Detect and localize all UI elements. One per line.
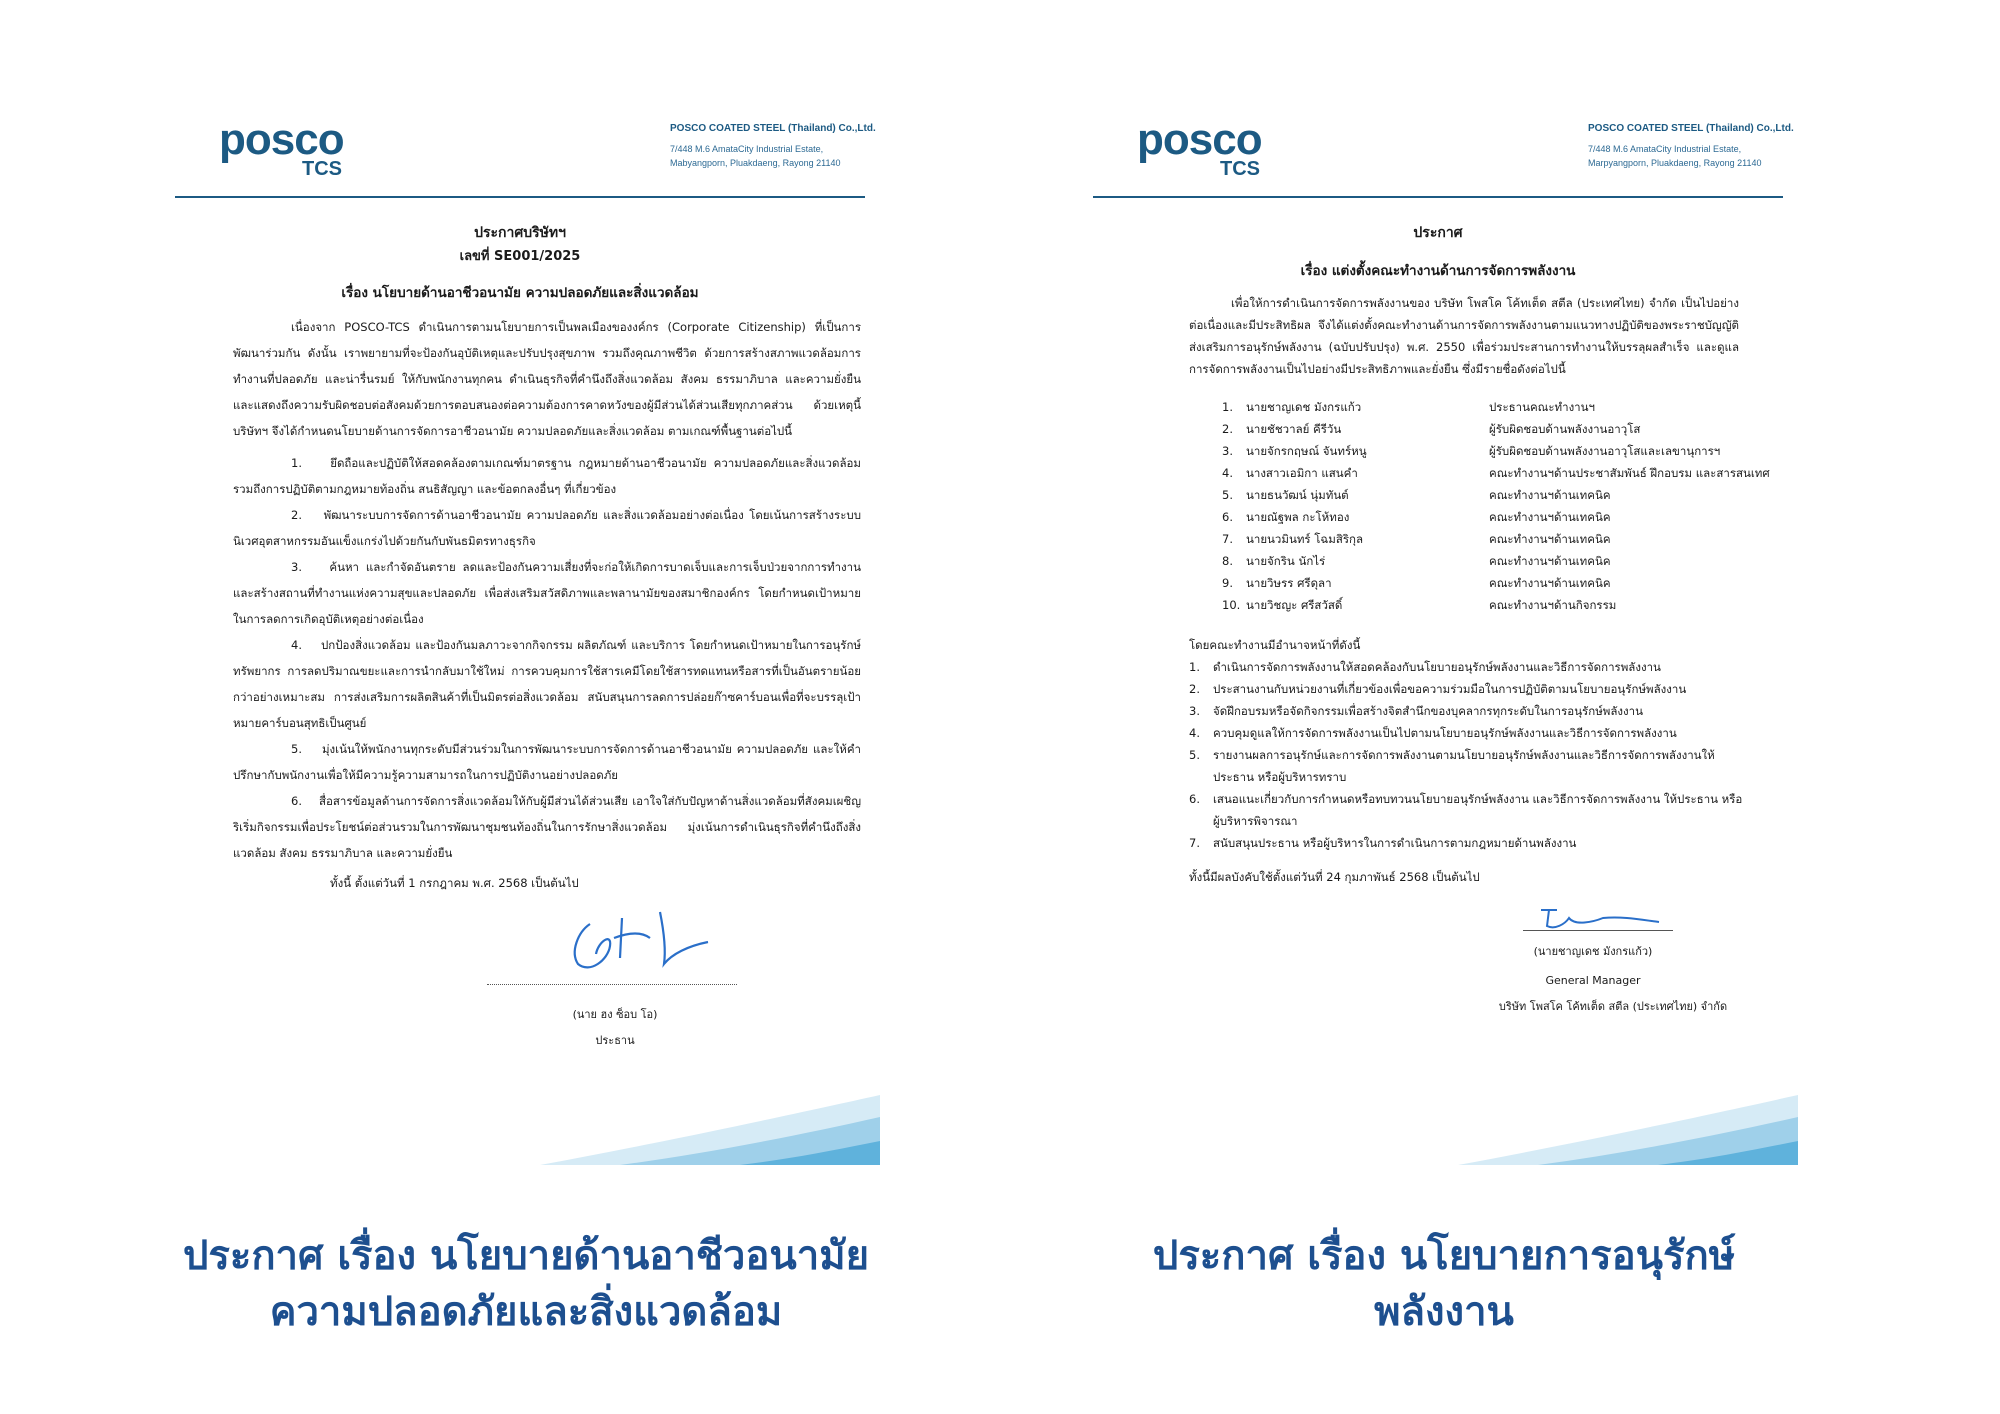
posco-tcs-logo — [1137, 115, 1262, 180]
caption-line: ประกาศ เรื่อง นโยบายด้านอาชีวอนามัย — [182, 1233, 870, 1279]
member-role: คณะทำงานฯด้านกิจกรรม — [1489, 598, 1617, 612]
member-role: คณะทำงานฯด้านประชาสัมพันธ์ ฝึกอบรม และสารสนเทศ — [1489, 466, 1770, 480]
member-list — [1222, 396, 1783, 616]
company-letterhead — [1588, 123, 1794, 170]
member-role: ผู้รับผิดชอบด้านพลังงานอาวุโสและเลขานุการฯ — [1489, 444, 1721, 458]
member-row — [1222, 506, 1783, 528]
signature-mark — [1533, 900, 1663, 940]
member-number: 10. — [1222, 598, 1241, 612]
duty-item — [1189, 656, 1749, 678]
member-number: 9. — [1222, 576, 1233, 590]
member-name: นายนวมินทร์ โฉมสิริกุล — [1246, 532, 1364, 546]
member-number: 8. — [1222, 554, 1233, 568]
member-number: 5. — [1222, 488, 1233, 502]
member-name: นายธนวัฒน์ นุ่มทันต์ — [1246, 488, 1349, 502]
policy-item — [175, 788, 865, 866]
effective-date: ทั้งนี้ ตั้งแต่วันที่ 1 กรกฎาคม พ.ศ. 2568 เป็นต้นไป — [330, 876, 579, 890]
member-name: นายจักรกฤษณ์ จันทร์หนู — [1246, 444, 1367, 458]
member-name: นายณัฐพล กะโห้ทอง — [1246, 510, 1350, 524]
document-body — [175, 220, 865, 1054]
member-number: 1. — [1222, 400, 1233, 414]
policy-item — [175, 502, 865, 554]
intro-text: เนื่องจาก POSCO-TCS ดำเนินการตามนโยบายการเป็นพลเมืองของงค์กร (Corporate Citizenship) ที่เป็นการพัฒนาร่วมกัน ดังนั้น เราพยายามที่จะป้องกันอุบัติเหตุและปรับปรุงสุขภาพ รวมถึงคุณภาพชีวิต ด้วยการสร้างสภาพแวดล้อมการทำงานที่ปลอดภัย และน่ารื่นรมย์ ให้กับพนักงานทุกคน ดำเนินธุรกิจที่คำนึงถึงสิ่งแวดล้อม สังคม ธรรมาภิบาล และความยั่งยืน และแสดงถึงความรับผิดชอบต่อสังคมด้วยการตอบสนองต่อความต้องการคาดหวังของผู้มีส่วนได้ส่วนเสียทุกภาคส่วน ด้วยเหตุนี้ บริษัทฯ จึงได้กำหนดนโยบายด้านการจัดการอาชีวอนามัย ความปลอดภัยและสิ่งแวดล้อม ตามเกณฑ์พื้นฐานต่อไปนี้ — [233, 320, 861, 438]
item-text: สื่อสารข้อมูลด้านการจัดการสิ่งแวดล้อมให้กับผู้มีส่วนได้ส่วนเสีย เอาใจใส่กับปัญหาด้านสิ่งแวดล้อมที่สังคมเผชิญ ริเริ่มกิจกรรมเพื่อประโยชน์ต่อส่วนรวมในการพัฒนาชุมชนท้องถิ่นในการรักษาสิ่งแวดล้อม มุ่งเน้นการดำเนินธุรกิจที่คำนึงถึงสิ่งแวดล้อม สังคม ธรรมาภิบาล และความยั่งยืน — [233, 794, 861, 860]
policy-item — [175, 554, 865, 632]
policy-item — [175, 736, 865, 788]
header-divider — [1093, 196, 1783, 198]
member-name: นายวิชญะ ศรีสวัสดิ์ — [1246, 598, 1343, 612]
caption-line: ความปลอดภัยและสิ่งแวดล้อม — [269, 1289, 783, 1335]
duty-item — [1189, 788, 1749, 832]
company-letterhead — [670, 123, 876, 170]
signature-line — [1523, 930, 1673, 931]
duty-number: 3. — [1189, 704, 1200, 718]
company-address-line: Mabyangporn, Pluakdaeng, Rayong 21140 — [670, 158, 841, 168]
policy-item — [175, 632, 865, 736]
header-divider — [175, 196, 865, 198]
member-role: คณะทำงานฯด้านเทคนิค — [1489, 576, 1611, 590]
member-row — [1222, 396, 1783, 418]
intro-paragraph — [175, 314, 865, 444]
member-name: นางสาวเอมิกา แสนคำ — [1246, 466, 1358, 480]
document-page-energy-committee — [1090, 95, 1798, 1165]
duty-text: จัดฝึกอบรมหรือจัดกิจกรรมเพื่อสร้างจิตสำนึกของบุคลากรทุกระดับในการอนุรักษ์พลังงาน — [1213, 704, 1643, 718]
signature-mark — [560, 902, 720, 982]
item-number: 2. — [291, 508, 302, 522]
logo-sub: TCS — [1220, 158, 1260, 180]
member-row — [1222, 418, 1783, 440]
item-number: 6. — [291, 794, 302, 808]
logo-sub: TCS — [302, 158, 342, 180]
duty-number: 1. — [1189, 660, 1200, 674]
member-row — [1222, 462, 1783, 484]
item-text: ค้นหา และกำจัดอันตราย ลดและป้องกันความเสี่ยงที่จะก่อให้เกิดการบาดเจ็บและการเจ็บป่วยจากการทำงาน และสร้างสถานที่ทำงานแห่งความสุขและปลอดภัย เพื่อส่งเสริมสวัสดิภาพและพลานามัยของสมาชิกองค์กร โดยกำหนดเป้าหมายในการลดการเกิดอุบัติเหตุอย่างต่อเนื่อง — [233, 560, 861, 626]
document-subject: เรื่อง นโยบายด้านอาชีวอนามัย ความปลอดภัยและสิ่งแวดล้อม — [341, 285, 699, 301]
document-heading: ประกาศบริษัทฯ — [474, 225, 566, 241]
duty-text: รายงานผลการอนุรักษ์และการจัดการพลังงานตามนโยบายอนุรักษ์พลังงานและวิธีการจัดการพลังงานให้ประธาน หรือผู้บริหารทราบ — [1213, 748, 1715, 784]
member-row — [1222, 528, 1783, 550]
member-number: 7. — [1222, 532, 1233, 546]
duty-number: 5. — [1189, 748, 1200, 762]
caption-energy-policy: ประกาศ เรื่อง นโยบายการอนุรักษ์พลังงาน — [1152, 1233, 1736, 1335]
item-number: 5. — [291, 742, 302, 756]
member-name: นายชัชวาลย์ คีรีวัน — [1246, 422, 1342, 436]
intro-paragraph — [1093, 292, 1783, 380]
member-name: นายวิษรร ศรีดุลา — [1246, 576, 1332, 590]
member-row — [1222, 572, 1783, 594]
duty-item — [1189, 832, 1749, 854]
member-row — [1222, 550, 1783, 572]
signer-name: (นาย ฮง ซ็อบ โอ) — [572, 1008, 658, 1021]
duty-number: 4. — [1189, 726, 1200, 740]
member-role: คณะทำงานฯด้านเทคนิค — [1489, 488, 1611, 502]
item-text: มุ่งเน้นให้พนักงานทุกระดับมีส่วนร่วมในการพัฒนาระบบการจัดการด้านอาชีวอนามัย ความปลอดภัย และให้คำปรึกษากับพนักงานเพื่อให้มีความรู้ความสามารถในการปฏิบัติงานอย่างปลอดภัย — [233, 742, 861, 782]
intro-text: เพื่อให้การดำเนินการจัดการพลังงานของ บริษัท โพสโค โค้ทเต็ด สตีล (ประเทศไทย) จำกัด เป็นไปอย่างต่อเนื่องและมีประสิทธิผล จึงได้แต่งตั้งคณะทำงานด้านการจัดการพลังงานตามแนวทางปฏิบัติของพระราชบัญญัติส่งเสริมการอนุรักษ์พลังงาน (ฉบับปรับปรุง) พ.ศ. 2550 เพื่อร่วมประสานการทำงานให้บรรลุผลสำเร็จ และดูแลการจัดการพลังงานเป็นไปอย่างมีประสิทธิภาพและยั่งยืน ซึ่งมีรายชื่อดังต่อไปนี้ — [1189, 296, 1739, 376]
duty-item — [1189, 744, 1749, 788]
member-name: นายจักริน นักไร่ — [1246, 554, 1326, 568]
duty-number: 6. — [1189, 792, 1200, 806]
signer-title: ประธาน — [595, 1034, 635, 1047]
member-role: ประธานคณะทำงานฯ — [1489, 400, 1595, 414]
policy-item — [175, 450, 865, 502]
duty-text: ควบคุมดูแลให้การจัดการพลังงานเป็นไปตามนโยบายอนุรักษ์พลังงานและวิธีการจัดการพลังงาน — [1213, 726, 1677, 740]
duty-text: สนับสนุนประธาน หรือผู้บริหารในการดำเนินการตามกฎหมายด้านพลังงาน — [1213, 836, 1577, 850]
company-address-line: 7/448 M.6 AmataCity Industrial Estate, — [1588, 144, 1742, 154]
decorative-wave — [1458, 1095, 1798, 1165]
item-number: 1. — [291, 456, 302, 470]
duty-text: เสนอแนะเกี่ยวกับการกำหนดหรือทบทวนนโยบายอนุรักษ์พลังงาน และวิธีการจัดการพลังงาน ให้ประธาน หรือผู้บริหารพิจารณา — [1213, 792, 1743, 828]
document-heading: ประกาศ — [1413, 225, 1463, 241]
effective-date: ทั้งนี้มีผลบังคับใช้ตั้งแต่วันที่ 24 กุมภาพันธ์ 2568 เป็นต้นไป — [1189, 870, 1480, 884]
member-name: นายชาญเดช มังกรแก้ว — [1246, 400, 1362, 414]
company-address-line: 7/448 M.6 AmataCity Industrial Estate, — [670, 144, 824, 154]
duty-item — [1189, 678, 1749, 700]
duty-number: 7. — [1189, 836, 1200, 850]
signer-title: General Manager — [1545, 974, 1641, 987]
caption-ohs-policy — [172, 1228, 880, 1340]
signature-line — [487, 984, 737, 985]
duty-item — [1189, 722, 1749, 744]
member-role: คณะทำงานฯด้านเทคนิค — [1489, 532, 1611, 546]
member-role: คณะทำงานฯด้านเทคนิค — [1489, 554, 1611, 568]
item-number: 4. — [291, 638, 302, 652]
member-row — [1222, 594, 1783, 616]
company-address-line: Marpyangporn, Pluakdaeng, Rayong 21140 — [1588, 158, 1762, 168]
signature-block — [175, 896, 865, 996]
company-name: POSCO COATED STEEL (Thailand) Co.,Ltd. — [1588, 123, 1794, 134]
signer-name: (นายชาญเดช มังกรแก้ว) — [1533, 945, 1653, 958]
document-page-ohs-policy — [172, 95, 880, 1165]
decorative-wave — [540, 1095, 880, 1165]
duty-number: 2. — [1189, 682, 1200, 696]
signature-block — [1093, 888, 1783, 938]
duty-text: ดำเนินการจัดการพลังงานให้สอดคล้องกับนโยบายอนุรักษ์พลังงานและวิธีการจัดการพลังงาน — [1213, 660, 1661, 674]
document-number: เลขที่ SE001/2025 — [459, 249, 581, 264]
document-body — [1093, 220, 1783, 1018]
member-number: 4. — [1222, 466, 1233, 480]
logo-wordmark: posco — [219, 115, 344, 164]
member-number: 6. — [1222, 510, 1233, 524]
posco-tcs-logo — [219, 115, 344, 180]
item-text: ยึดถือและปฏิบัติให้สอดคล้องตามเกณฑ์มาตรฐาน กฎหมายด้านอาชีวอนามัย ความปลอดภัยและสิ่งแวดล้อม รวมถึงการปฏิบัติตามกฎหมายท้องถิ่น สนธิสัญญา และข้อตกลงอื่นๆ ที่เกี่ยวข้อง — [233, 456, 861, 496]
member-row — [1222, 440, 1783, 462]
member-row — [1222, 484, 1783, 506]
logo-wordmark: posco — [1137, 115, 1262, 164]
item-text: พัฒนาระบบการจัดการด้านอาชีวอนามัย ความปลอดภัย และสิ่งแวดล้อมอย่างต่อเนื่อง โดยเน้นการสร้างระบบนิเวศอุตสาหกรรมอันแข็งแกร่งไปด้วยกันกับพันธมิตรทางธุรกิจ — [233, 508, 862, 548]
item-number: 3. — [291, 560, 302, 574]
duty-item — [1189, 700, 1749, 722]
member-number: 3. — [1222, 444, 1233, 458]
duty-text: ประสานงานกับหน่วยงานที่เกี่ยวข้องเพื่อขอความร่วมมือในการปฏิบัติตามนโยบายอนุรักษ์พลังงาน — [1213, 682, 1687, 696]
item-text: ปกป้องสิ่งแวดล้อม และป้องกันมลภาวะจากกิจกรรม ผลิตภัณฑ์ และบริการ โดยกำหนดเป้าหมายในการอนุรักษ์ทรัพยากร การลดปริมาณขยะและการนำกลับมาใช้ใหม่ การควบคุมการใช้สารเคมีโดยใช้สารทดแทนหรือสารที่เป็นอันตรายน้อยกว่าอย่างเหมาะสม การส่งเสริมการผลิตสินค้าที่เป็นมิตรต่อสิ่งแวดล้อม สนับสนุนการลดการปล่อยก๊าซคาร์บอนเพื่อที่จะบรรลุเป้าหมายคาร์บอนสุทธิเป็นศูนย์ — [233, 638, 861, 730]
signer-company: บริษัท โพสโค โค้ทเต็ด สตีล (ประเทศไทย) จำกัด — [1498, 1000, 1728, 1013]
member-role: ผู้รับผิดชอบด้านพลังงานอาวุโส — [1489, 422, 1641, 436]
member-number: 2. — [1222, 422, 1233, 436]
member-role: คณะทำงานฯด้านเทคนิค — [1489, 510, 1611, 524]
duties-heading: โดยคณะทำงานมีอำนาจหน้าที่ดังนี้ — [1189, 638, 1361, 652]
document-subject: เรื่อง แต่งตั้งคณะทำงานด้านการจัดการพลังงาน — [1300, 263, 1576, 279]
company-name: POSCO COATED STEEL (Thailand) Co.,Ltd. — [670, 123, 876, 134]
